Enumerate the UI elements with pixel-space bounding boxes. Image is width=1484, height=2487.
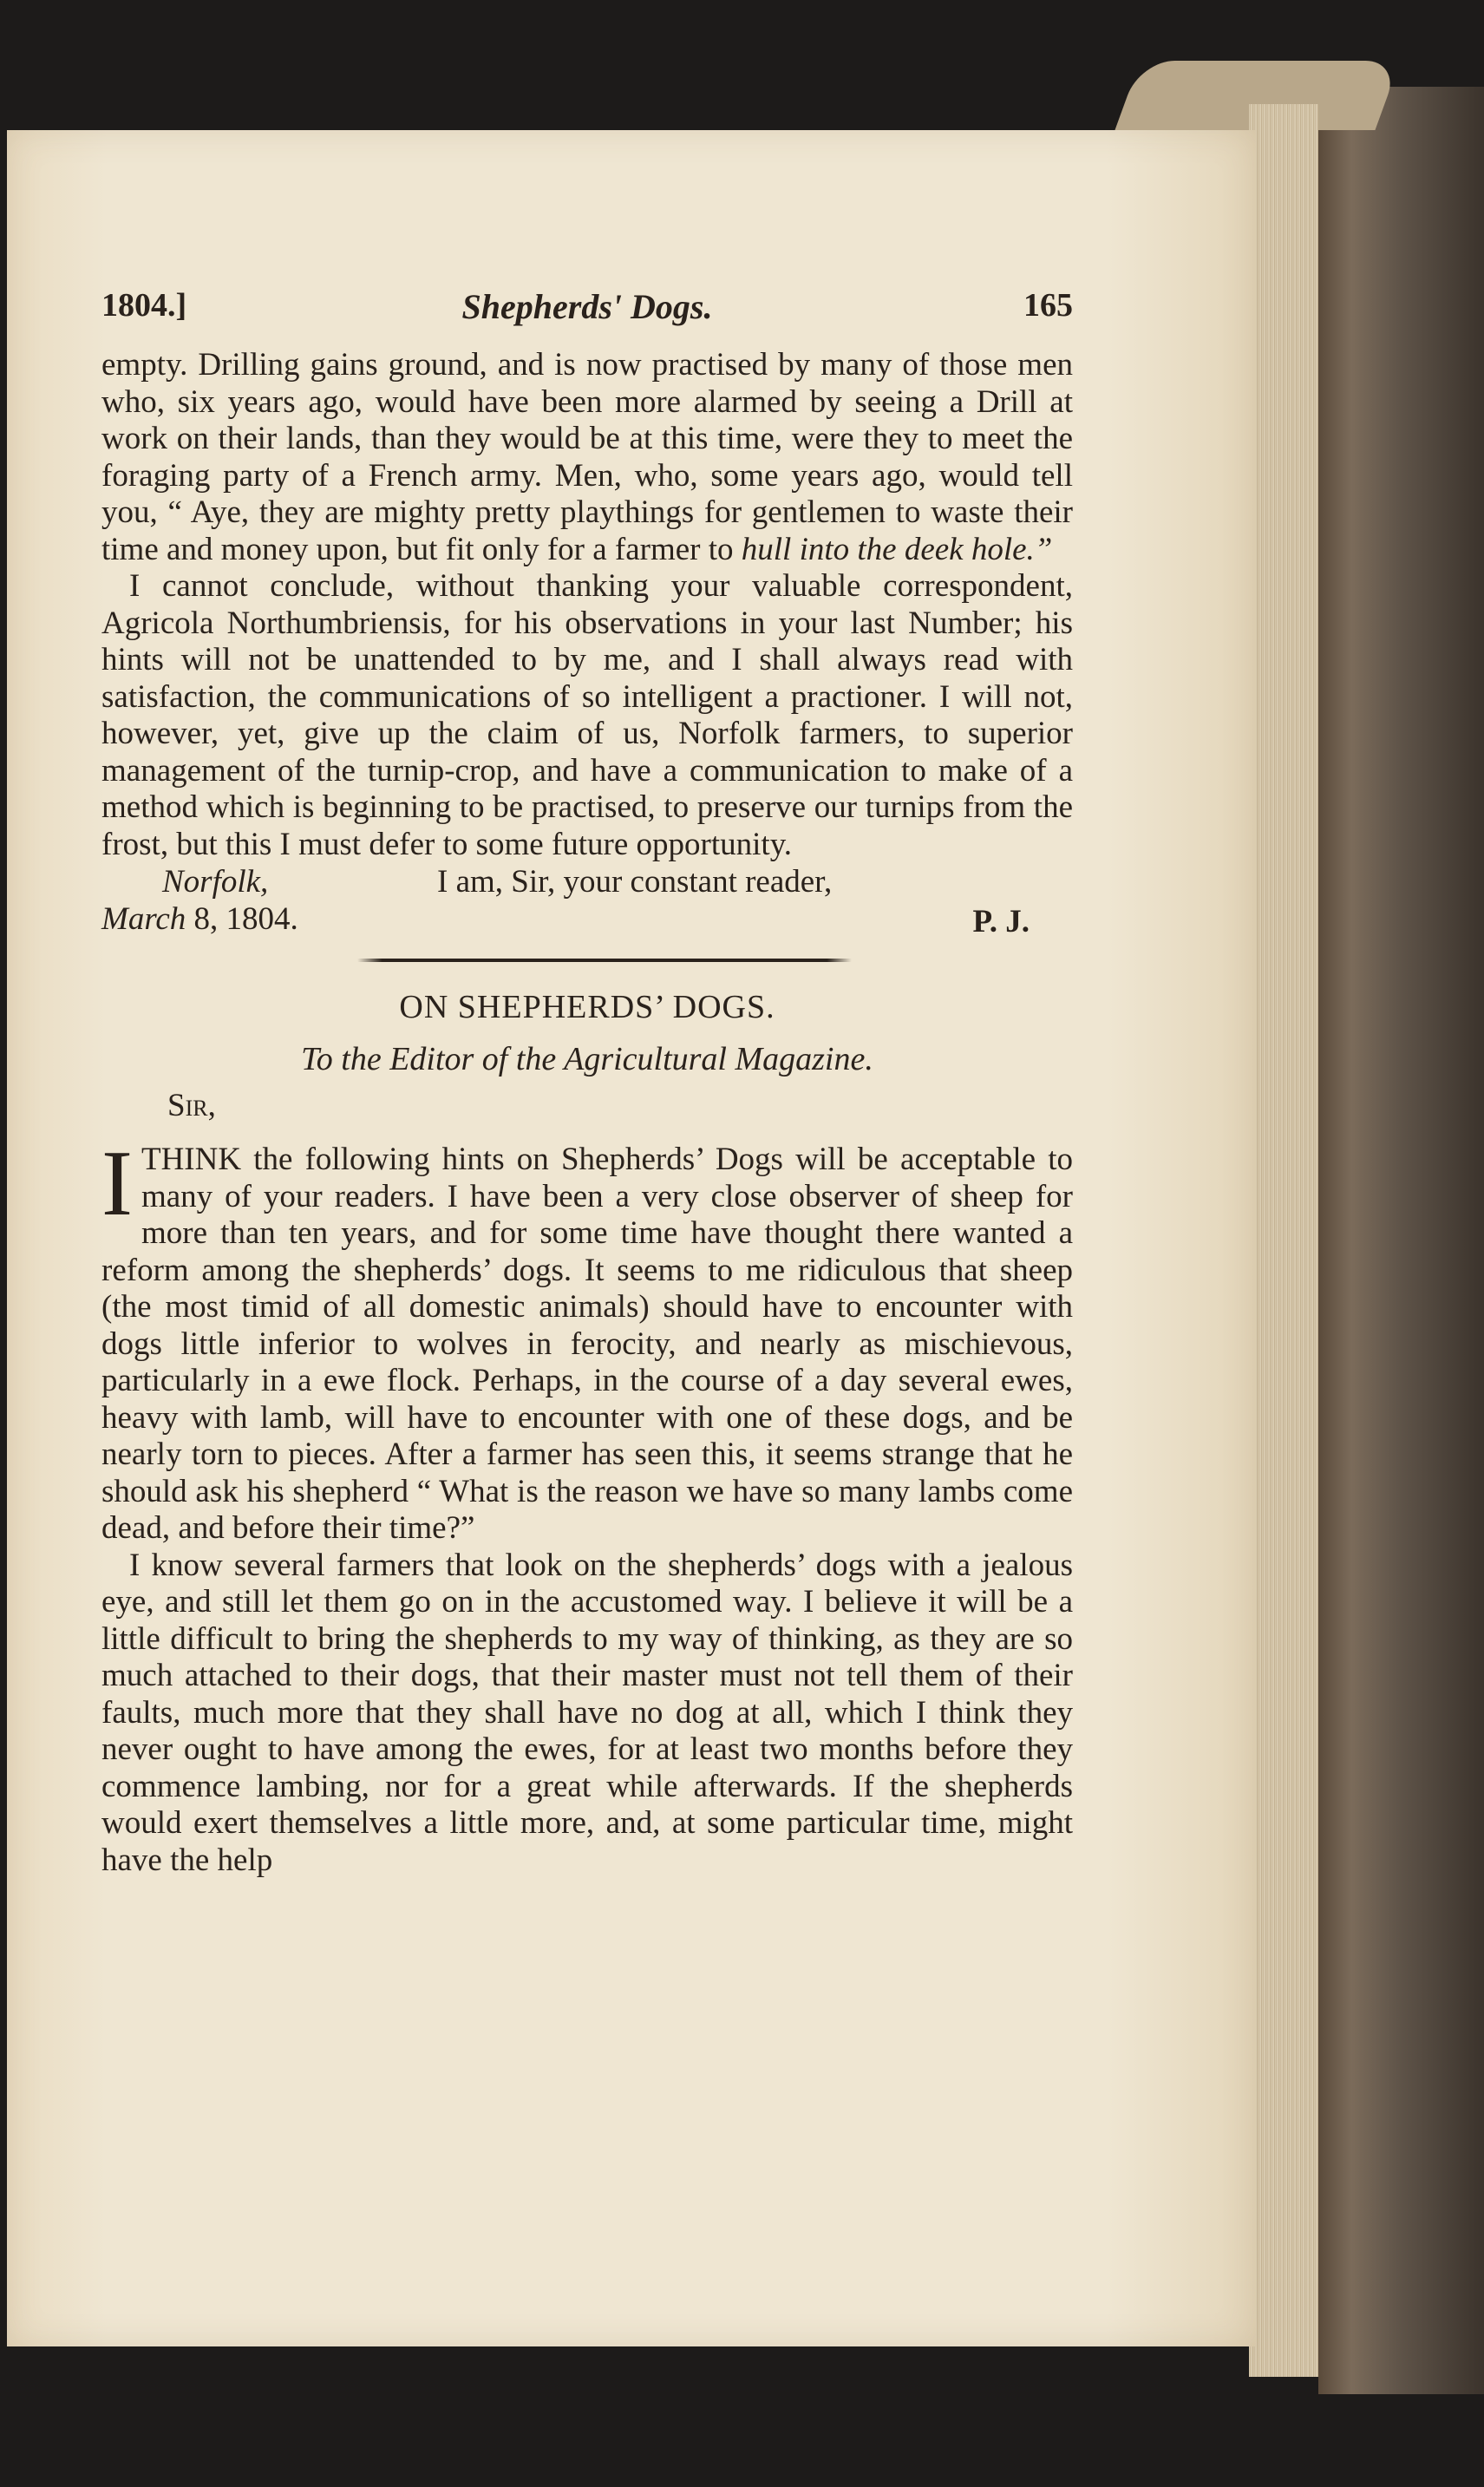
- article-heading: ON SHEPHERDS’ DOGS.: [399, 989, 775, 1025]
- paragraph-text: empty. Drilling gains ground, and is now practised by many of those men who, six years ago, would have been more alarmed by seeing a Drill at work on their lands, than they would be at this time, were they to meet the foraging party of a French army. Men, who, some years ago, would tell you, “ Aye, they are mighty pretty playthings for gentlemen to waste their time and money upon, but fit only for a farmer to: [101, 347, 1073, 567]
- paragraph-text: THINK the following hints on Shepherds’ Dogs will be acceptable to many of your readers. I have been a very close observer of sheep for more than ten years, and for some time have thought there wanted a reform among the shepherds’ dogs. It seems to me ridiculous that sheep (the most timid of all domestic animals) should have to encounter with dogs little inferior to wolves in ferocity, and nearly as mischievous, particularly in a ewe flock. Perhaps, in the course of a day several ewes, heavy with lamb, will have to encounter with one of these dogs, and be nearly torn to pieces. After a farmer has seen this, it seems strange that he should ask his shepherd “ What is the reason we have so many lambs come dead, and before their time?”: [101, 1142, 1073, 1546]
- running-head: [101, 286, 1073, 347]
- salutation: Sir,: [167, 1088, 216, 1123]
- article-paragraph: I know several farmers that look on the shepherds’ dogs with a jealous eye, and still let them go on in the accustomed way. I believe it will be a little difficult to bring the shepherds to my way of thinking, as they are so much attached to their dogs, that their master must not tell them of their faults, much more that they shall have no dog at all, which I think they never ought to have among the ewes, for at least two months before they commence lambing, nor for a great while afterwards. If the shepherds would exert themselves a little more, and, at some particular time, might have the help: [101, 1547, 1073, 1878]
- body-paragraph: I cannot conclude, without thanking your valuable correspondent, Agricola Northumbriensis, for his observations in your last Number; his hints will not be unattended to by me, and I shall always read with satisfaction, the communications of so intelligent a practioner. I will not, however, yet, give up the claim of us, Norfolk farmers, to superior management of the turnip-crop, and have a communication to make of a method which is beginning to be practised, to preserve our turnips from the frost, but this I must defer to some future opportunity.: [101, 568, 1073, 862]
- page-content: [101, 286, 1073, 1879]
- book-cover: [1318, 87, 1484, 2394]
- signature-place: Norfolk,: [162, 864, 269, 900]
- signature-block: [101, 863, 1073, 938]
- running-head-title: Shepherds' Dogs.: [461, 287, 713, 326]
- signature-date: [101, 900, 298, 938]
- drop-cap: I: [101, 1132, 133, 1235]
- signature-closing: I am, Sir, your constant reader,: [437, 864, 833, 900]
- running-head-year: 1804.]: [101, 287, 187, 324]
- article-paragraph: [101, 1132, 1073, 1548]
- paragraph-italic-text: hull into the deek hole.”: [741, 531, 1053, 567]
- section-divider: [357, 959, 852, 962]
- article-subheading: To the Editor of the Agricultural Magazine.: [301, 1041, 873, 1077]
- signature-initials: P. J.: [972, 904, 1030, 939]
- page-edges: [1249, 104, 1318, 2377]
- page-number: 165: [1023, 287, 1073, 324]
- date-month: March: [101, 901, 186, 937]
- date-rest: 8, 1804.: [186, 901, 298, 937]
- body-paragraph: [101, 347, 1073, 568]
